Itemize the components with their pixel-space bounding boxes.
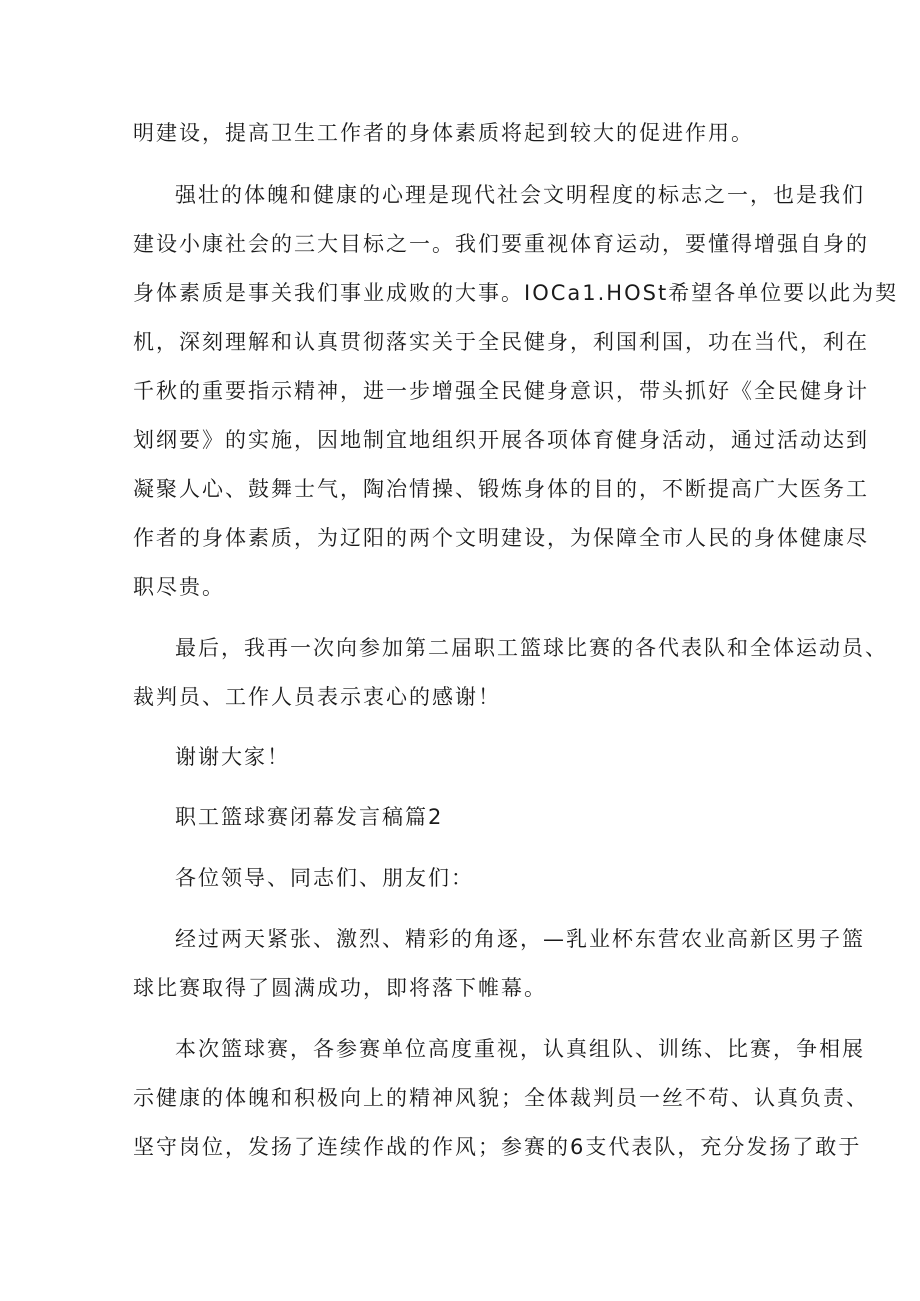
paragraph-line: 本次篮球赛，各参赛单位高度重视，认真组队、训练、比赛，争相展 [175, 1037, 865, 1061]
paragraph-line: 划纲要》的实施，因地制宜地组织开展各项体育健身活动，通过活动达到 [133, 428, 869, 452]
paragraph-line: 谢谢大家！ [175, 745, 290, 769]
paragraph-line: 经过两天紧张、激烈、精彩的角逐，—乳业杯东营农业高新区男子篮 [175, 927, 865, 951]
paragraph-line: 凝聚人心、鼓舞士气，陶冶情操、锻炼身体的目的，不断提高广大医务工 [133, 477, 869, 501]
paragraph-line: 明建设，提高卫生工作者的身体素质将起到较大的促进作用。 [133, 121, 754, 145]
salutation-line: 各位领导、同志们、朋友们： [175, 866, 474, 890]
paragraph-line: 机，深刻理解和认真贯彻落实关于全民健身，利国利国，功在当代，利在 [133, 330, 869, 354]
paragraph-line: 身体素质是事关我们事业成败的大事。IOCa1.HOSt希望各单位要以此为契 [133, 281, 899, 305]
paragraph-line: 球比赛取得了圆满成功，即将落下帷幕。 [133, 976, 547, 1000]
paragraph-line: 示健康的体魄和积极向上的精神风貌；全体裁判员一丝不苟、认真负责、 [133, 1086, 869, 1110]
paragraph-line: 千秋的重要指示精神，进一步增强全民健身意识，带头抓好《全民健身计 [133, 379, 869, 403]
paragraph-line: 职尽贵。 [133, 575, 225, 599]
paragraph-line: 建设小康社会的三大目标之一。我们要重视体育运动，要懂得增强自身的 [133, 232, 869, 256]
paragraph-line: 最后，我再一次向参加第二届职工篮球比赛的各代表队和全体运动员、 [175, 636, 888, 660]
paragraph-line: 裁判员、工作人员表示衷心的感谢！ [133, 685, 501, 709]
paragraph-line: 坚守岗位，发扬了连续作战的作风；参赛的6支代表队，充分发扬了敢于 [133, 1135, 862, 1159]
paragraph-line: 作者的身体素质，为辽阳的两个文明建设，为保障全市人民的身体健康尽 [133, 526, 869, 550]
paragraph-line: 强壮的体魄和健康的心理是现代社会文明程度的标志之一，也是我们 [175, 183, 865, 207]
section-heading: 职工篮球赛闭幕发言稿篇2 [175, 805, 444, 829]
